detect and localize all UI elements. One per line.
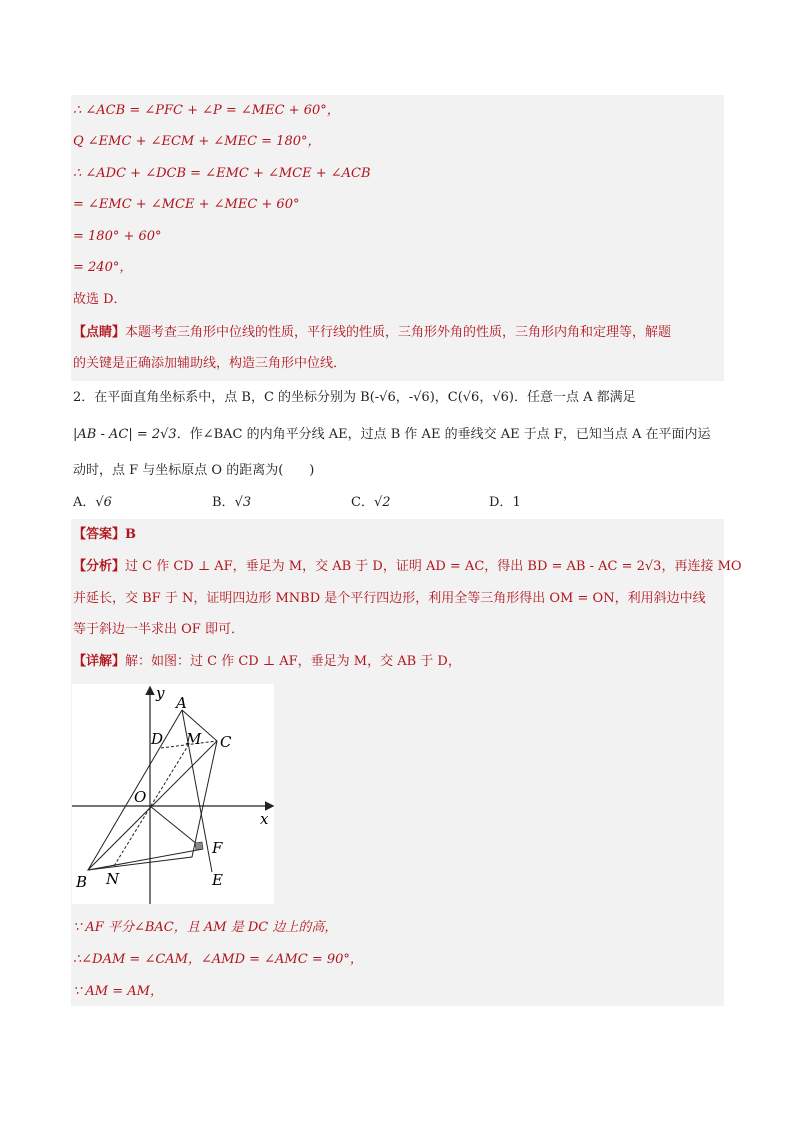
- analysis-line-1: [73, 558, 742, 576]
- analysis-line-2: 并延长，交 BF 于 N，证明四边形 MNBD 是个平行四边形，利用全等三角形得出 OM = ON，利用斜边中线: [73, 591, 706, 606]
- detail-tag: 【详解】: [73, 654, 126, 669]
- label-c: C: [220, 733, 232, 751]
- analysis-text-1: 过 C 作 CD ⊥ AF，垂足为 M，交 AB 于 D，证明 AD = AC，得出 BD = AB - AC = 2√3，再连接 MO: [125, 559, 742, 574]
- comment-line-2: 的关键是正确添加辅助线，构造三角形中位线．: [73, 356, 347, 371]
- option-b-letter: B．: [212, 495, 235, 510]
- option-b-value: √3: [234, 495, 252, 510]
- question-line-2-text: ．作∠BAC 的内角平分线 AE，过点 B 作 AE 的垂线交 AE 于点 F，已知当点 A 在平面内运: [176, 427, 711, 442]
- question-line-2: [73, 426, 711, 444]
- option-c-letter: C．: [351, 495, 374, 510]
- label-n: N: [106, 870, 120, 888]
- label-e: E: [212, 871, 223, 889]
- comment-text-1: 本题考查三角形中位线的性质，平行线的性质，三角形外角的性质，三角形内角和定理等，解题: [125, 325, 672, 340]
- label-f: F: [212, 839, 223, 857]
- detail-text: 解：如图：过 C 作 CD ⊥ AF，垂足为 M，交 AB 于 D，: [125, 654, 461, 669]
- solution-bottom-line-3: ∵ AM = AM，: [73, 984, 163, 999]
- solution-line-3: ∴ ∠ADC + ∠DCB = ∠EMC + ∠MCE + ∠ACB: [73, 166, 371, 181]
- solution-line-5: = 180° + 60°: [73, 229, 162, 244]
- detail-line: [73, 653, 461, 671]
- option-a-letter: A．: [73, 495, 96, 510]
- answer-tag: 【答案】: [73, 527, 126, 542]
- solution-bottom-line-1: ∵ AF 平分∠BAC，且 AM 是 DC 边上的高，: [73, 920, 338, 935]
- option-a-value: √6: [95, 495, 112, 510]
- label-a: A: [176, 694, 187, 712]
- label-d: D: [151, 730, 164, 748]
- segment-of: [150, 806, 203, 849]
- label-o: O: [134, 788, 147, 806]
- option-d: [489, 494, 521, 512]
- option-c-value: √2: [373, 495, 391, 510]
- label-x: x: [260, 810, 269, 828]
- analysis-tag: 【分析】: [73, 559, 126, 574]
- comment-line-1: [73, 324, 671, 342]
- question-line-1: 2．在平面直角坐标系中，点 B，C 的坐标分别为 B(-√6，-√6)，C(√6，√6)．任意一点 A 都满足: [73, 390, 636, 405]
- answer-line: [73, 526, 136, 544]
- solution-line-4: = ∠EMC + ∠MCE + ∠MEC + 60°: [73, 197, 300, 212]
- label-y: y: [156, 684, 165, 702]
- solution-line-2: Q ∠EMC + ∠ECM + ∠MEC = 180°，: [73, 134, 321, 149]
- option-d-value: 1: [512, 495, 521, 510]
- option-b: [212, 494, 251, 512]
- geometry-figure: [72, 684, 274, 904]
- solution-line-6: = 240°，: [73, 260, 133, 275]
- label-b: B: [76, 873, 88, 891]
- solution-line-1: ∴ ∠ACB = ∠PFC + ∠P = ∠MEC + 60°，: [73, 103, 340, 118]
- solution-conclusion: 故选 D．: [73, 292, 127, 307]
- question-line-3: 动时，点 F 与坐标原点 O 的距离为( ): [73, 463, 315, 478]
- solution-bottom-line-2: ∴∠DAM = ∠CAM，∠AMD = ∠AMC = 90°，: [73, 952, 363, 967]
- analysis-line-3: 等于斜边一半求出 OF 即可．: [73, 622, 244, 637]
- option-d-letter: D．: [489, 495, 513, 510]
- comment-tag: 【点睛】: [73, 325, 126, 340]
- right-angle-marker: [195, 842, 203, 850]
- label-m: M: [186, 730, 202, 748]
- option-c: [351, 494, 391, 512]
- answer-value: B: [125, 527, 137, 542]
- geometry-figure-svg: [72, 684, 274, 904]
- question-abs-expression: |AB - AC| = 2√3: [73, 427, 177, 442]
- option-a: [73, 494, 112, 512]
